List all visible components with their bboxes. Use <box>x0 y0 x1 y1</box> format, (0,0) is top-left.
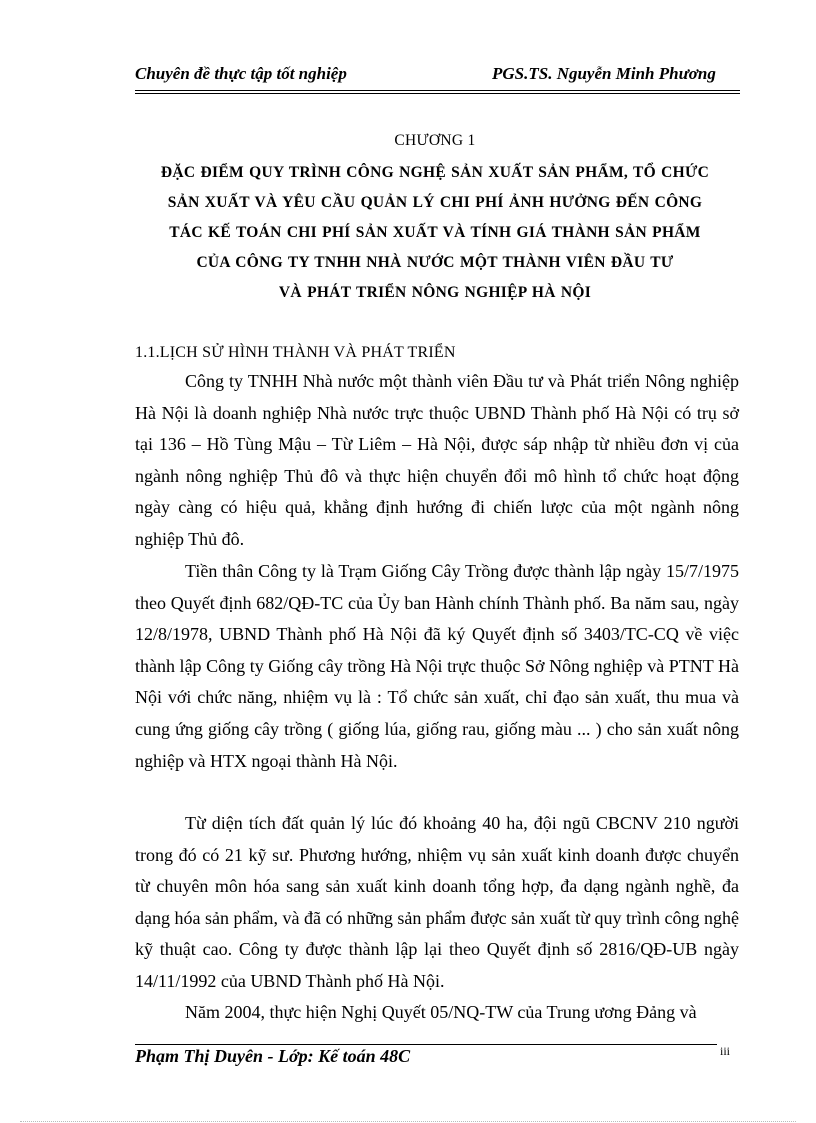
page-header <box>135 64 740 91</box>
footer-divider <box>135 1044 717 1045</box>
paragraph: Năm 2004, thực hiện Nghị Quyết 05/NQ-TW của Trung ương Đảng và <box>185 1002 697 1022</box>
paragraph: Tiền thân Công ty là Trạm Giống Cây Trồng được thành lập ngày 15/7/1975 theo Quyết định 682/QĐ-TC của Ủy ban Hành chính Thành phố. Ba năm sau, ngày 12/8/1978, UBND Thành phố Hà Nội đã ký Quyết định số 3403/TC-CQ về việc thành lập Công ty Giống cây trồng Hà Nội trực thuộc Sở Nông nghiệp và PTNT Hà Nội với chức năng, nhiệm vụ là : Tổ chức sản xuất, chỉ đạo sản xuất, thu mua và cung ứng giống cây trồng ( giống lúa, giống rau, giống màu ... ) cho sản xuất nông nghiệp và HTX ngoại thành Hà Nội. <box>135 561 739 771</box>
page-number: iii <box>720 1044 731 1058</box>
chapter-title-line: ĐẶC ĐIỂM QUY TRÌNH CÔNG NGHỆ SẢN XUẤT SẢN PHẨM, TỔ CHỨC <box>160 164 710 181</box>
footer-author: Phạm Thị Duyên - Lớp: Kế toán 48C <box>135 1046 411 1066</box>
chapter-title-line: VÀ PHÁT TRIỂN NÔNG NGHIỆP HÀ NỘI <box>278 284 592 301</box>
chapter-title-line: CỦA CÔNG TY TNHH NHÀ NƯỚC MỘT THÀNH VIÊN ĐẦU TƯ <box>196 254 674 271</box>
section-heading: 1.1.LỊCH SỬ HÌNH THÀNH VÀ PHÁT TRIỂN <box>135 344 456 361</box>
header-divider <box>135 93 740 94</box>
chapter-title-line: SẢN XUẤT VÀ YÊU CẦU QUẢN LÝ CHI PHÍ ẢNH HƯỞNG ĐẾN CÔNG <box>167 194 703 211</box>
header-thesis-title: Chuyên đề thực tập tốt nghiệp <box>135 64 347 83</box>
header-supervisor: PGS.TS. Nguyễn Minh Phương <box>492 64 716 83</box>
page-bottom-edge <box>20 1121 796 1122</box>
chapter-number: CHƯƠNG 1 <box>394 132 476 149</box>
chapter-title-line: TÁC KẾ TOÁN CHI PHÍ SẢN XUẤT VÀ TÍNH GIÁ THÀNH SẢN PHẨM <box>169 224 701 241</box>
paragraph: Từ diện tích đất quản lý lúc đó khoảng 40 ha, đội ngũ CBCNV 210 người trong đó có 21 kỹ sư. Phương hướng, nhiệm vụ sản xuất kinh doanh được chuyển từ chuyên môn hóa sang sản xuất kinh doanh tổng hợp, đa dạng ngành nghề, đa dạng hóa sản phẩm, và đã có những sản phẩm được sản xuất từ quy trình công nghệ kỹ thuật cao. Công ty được thành lập lại theo Quyết định số 2816/QĐ-UB ngày 14/11/1992 của UBND Thành phố Hà Nội. <box>135 813 739 991</box>
paragraph: Công ty TNHH Nhà nước một thành viên Đầu tư và Phát triển Nông nghiệp Hà Nội là doanh nghiệp Nhà nước trực thuộc UBND Thành phố Hà Nội có trụ sở tại 136 – Hồ Tùng Mậu – Từ Liêm – Hà Nội, được sáp nhập từ nhiều đơn vị của ngành nông nghiệp Thủ đô và thực hiện chuyển đổi mô hình tổ chức hoạt động ngày càng có hiệu quả, khẳng định hướng đi chiến lược của một ngành nông nghiệp Thủ đô. <box>135 371 739 549</box>
